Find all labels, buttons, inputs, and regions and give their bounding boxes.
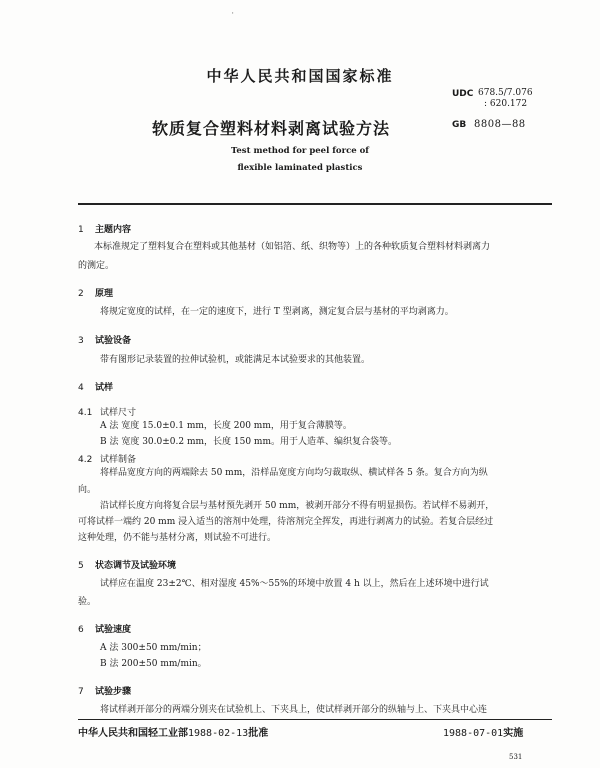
section-5-paragraph-line2: 验。 xyxy=(78,597,97,607)
subsection-4-2-heading xyxy=(78,452,136,465)
section-7-heading xyxy=(78,684,131,697)
preparation-paragraph1-line1: 将样品宽度方向的两端除去 50 mm，沿样品宽度方向均匀裁取纵、横试样各 5 条。复合方向为纵 xyxy=(100,468,488,478)
section-3-heading xyxy=(78,333,131,346)
section-title: 试验速度 xyxy=(95,625,132,635)
specimen-size-method-b: B 法 宽度 30.0±0.2 mm，长度 150 mm。用于人造革、编织复合袋等。 xyxy=(100,437,397,447)
subsection-4-1-heading xyxy=(78,405,136,418)
section-title: 原理 xyxy=(95,289,114,299)
section-title: 试验步骤 xyxy=(95,687,132,697)
scan-mark: ' xyxy=(232,12,234,19)
header-divider xyxy=(78,203,552,205)
section-1-paragraph-line2: 的测定。 xyxy=(78,261,115,271)
english-title-line2: flexible laminated plastics xyxy=(237,163,363,173)
preparation-paragraph1-line2: 向。 xyxy=(78,485,97,495)
national-standard-heading: 中华人民共和国国家标准 xyxy=(206,67,394,85)
section-number: 7 xyxy=(78,687,84,697)
section-1-paragraph-line1: 本标准规定了塑料复合在塑料或其他基材（如铝箔、纸、织物等）上的各种软质复合塑料材料剥离力 xyxy=(94,242,491,252)
section-5-heading xyxy=(78,558,176,571)
preparation-paragraph2-line3: 这种处理，仍不能与基材分离，则试验不可进行。 xyxy=(78,533,277,543)
section-number: 3 xyxy=(78,336,84,346)
issuing-authority: 中华人民共和国轻工业部 xyxy=(78,728,188,739)
document-title: 软质复合塑料材料剥离试验方法 xyxy=(152,119,391,138)
section-2-paragraph: 将规定宽度的试样，在一定的速度下，进行 T 型剥离，测定复合层与基材的平均剥离力。 xyxy=(100,307,454,317)
subsection-title: 试样制备 xyxy=(100,455,137,465)
english-title-line1: Test method for peel force of xyxy=(231,146,369,156)
specimen-size-method-a: A 法 宽度 15.0±0.1 mm，长度 200 mm，用于复合薄膜等。 xyxy=(100,421,352,431)
gb-label: GB xyxy=(452,120,467,130)
subsection-title: 试样尺寸 xyxy=(100,408,137,418)
section-number: 4 xyxy=(78,383,84,393)
subsection-number: 4.2 xyxy=(78,455,93,465)
section-title: 试验设备 xyxy=(95,336,132,346)
subsection-number: 4.1 xyxy=(78,408,93,418)
udc-code-line2: : 620.172 xyxy=(484,99,528,109)
footer-implementation xyxy=(443,724,523,739)
section-number: 2 xyxy=(78,289,84,299)
page-number: 531 xyxy=(509,753,523,761)
gb-number: 8808—88 xyxy=(474,119,526,130)
udc-code-line1: 678.5/7.076 xyxy=(478,88,533,98)
section-number: 5 xyxy=(78,561,84,571)
implementation-date: 1988-07-01 xyxy=(443,728,504,739)
section-title: 状态调节及试验环境 xyxy=(95,561,177,571)
section-number: 1 xyxy=(78,225,84,235)
section-1-heading xyxy=(78,222,131,235)
section-title: 主题内容 xyxy=(95,225,132,235)
footer-approval xyxy=(78,724,268,739)
section-2-heading xyxy=(78,286,113,299)
section-5-paragraph-line1: 试样应在温度 23±2℃、相对湿度 45%～55%的环境中放置 4 h 以上，然后在上述环境中进行试 xyxy=(100,579,489,589)
speed-method-a: A 法 300±50 mm/min； xyxy=(100,643,207,653)
preparation-paragraph2-line1: 沿试样长度方向将复合层与基材预先剥开 50 mm，被剥开部分不得有明显损伤。若试样不易剥开， xyxy=(100,501,495,511)
approval-label: 批准 xyxy=(248,728,269,739)
section-7-paragraph-line1: 将试样剥开部分的两端分别夹在试验机上、下夹具上，使试样剥开部分的纵轴与上、下夹具中心连 xyxy=(100,705,488,715)
section-4-heading xyxy=(78,380,113,393)
approval-date: 1988-02-13 xyxy=(188,728,249,739)
section-6-heading xyxy=(78,622,131,635)
udc-label: UDC xyxy=(452,89,474,99)
section-title: 试样 xyxy=(95,383,114,393)
section-3-paragraph: 带有图形记录装置的拉伸试验机，或能满足本试验要求的其他装置。 xyxy=(100,355,371,365)
speed-method-b: B 法 200±50 mm/min。 xyxy=(100,659,207,669)
preparation-paragraph2-line2: 可将试样一端约 20 mm 浸入适当的溶剂中处理，待溶剂完全挥发，再进行剥离力的试验。若复合层经过 xyxy=(78,517,494,527)
footer-divider xyxy=(78,719,552,720)
implementation-label: 实施 xyxy=(503,728,524,739)
section-number: 6 xyxy=(78,625,84,635)
